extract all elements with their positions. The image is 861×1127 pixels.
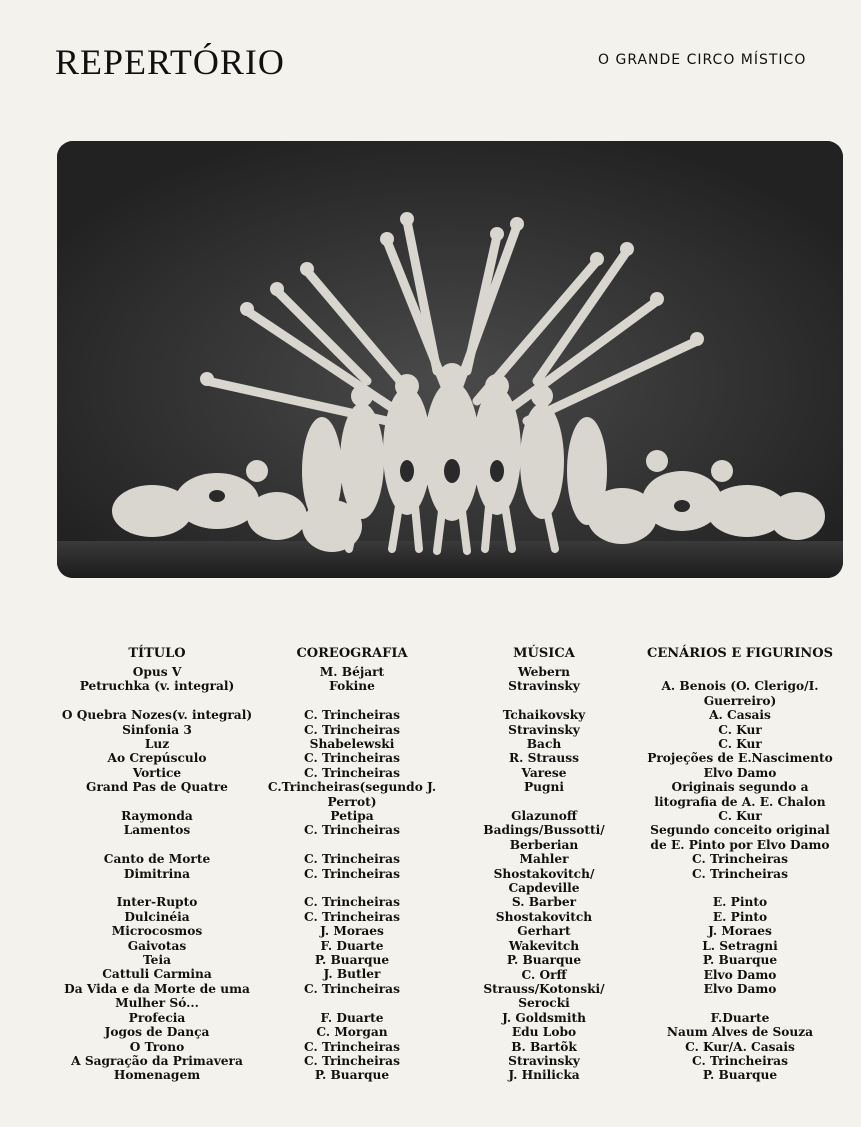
table-cell: C.Trincheiras(segundo J.: [267, 780, 437, 795]
dance-ensemble-photo: [57, 141, 843, 578]
table-cell: C. Trincheiras: [304, 1039, 400, 1054]
table-cell: Capdeville: [508, 881, 580, 896]
table-cell: [464, 795, 624, 809]
table-cell: Webern: [517, 665, 570, 679]
table-cell: Shostakovitch/: [493, 866, 595, 881]
table-cell: E. Pinto: [712, 895, 768, 910]
table-cell: J. Goldsmith: [502, 1010, 586, 1025]
column-header-cenarios: CENÁRIOS E FIGURINOS: [646, 646, 833, 661]
table-cell: Elvo Damo: [703, 765, 777, 780]
table-cell: F.Duarte: [710, 1010, 770, 1025]
table-cell: Elvo Damo: [703, 981, 777, 996]
table-cell: O Trono: [129, 1039, 185, 1054]
table-cell: P. Buarque: [314, 1068, 390, 1083]
table-cell: J. Butler: [323, 967, 381, 982]
table-cell: P. Buarque: [506, 953, 582, 968]
table-cell: Inter-Rupto: [116, 895, 198, 910]
table-cell: C. Trincheiras: [304, 765, 400, 780]
table-cell: Vortice: [132, 765, 182, 780]
column-rows-musica: [464, 665, 624, 1083]
column-cenarios-figurinos: [640, 643, 840, 1083]
table-cell: C. Trincheiras: [304, 981, 400, 996]
table-cell: P. Buarque: [702, 1068, 778, 1083]
table-cell: Gerhart: [517, 924, 571, 939]
table-cell: Fokine: [329, 679, 375, 694]
table-cell: Ao Crepúsculo: [107, 751, 207, 766]
column-rows-titulo: [42, 665, 272, 1083]
table-cell: C. Trincheiras: [692, 866, 788, 881]
column-musica: [464, 643, 624, 1083]
table-cell: C. Trincheiras: [304, 722, 400, 737]
table-cell: E. Pinto: [712, 909, 768, 924]
table-cell: [640, 665, 840, 679]
table-cell: Dulcinéia: [124, 909, 190, 924]
table-cell: C. Trincheiras: [692, 1053, 788, 1068]
table-cell: [262, 838, 442, 852]
table-cell: Mulher Só...: [115, 996, 199, 1011]
table-cell: C. Morgan: [316, 1025, 388, 1040]
table-cell: de E. Pinto por Elvo Damo: [650, 837, 830, 852]
table-cell: C. Trincheiras: [692, 852, 788, 867]
column-titulo: [42, 643, 272, 1083]
table-cell: C. Trincheiras: [304, 708, 400, 723]
table-cell: [42, 838, 272, 852]
table-cell: [262, 881, 442, 895]
table-cell: Projeções de E.Nascimento: [647, 751, 833, 766]
table-cell: C. Trincheiras: [304, 852, 400, 867]
table-cell: [42, 694, 272, 708]
table-cell: Edu Lobo: [511, 1025, 577, 1040]
table-cell: R. Strauss: [509, 751, 579, 766]
table-cell: C. Trincheiras: [304, 823, 400, 838]
table-cell: Jogos de Dança: [104, 1025, 210, 1040]
table-cell: J. Hnilicka: [508, 1068, 580, 1083]
column-header-titulo: TÍTULO: [128, 646, 186, 661]
table-cell: C. Trincheiras: [304, 895, 400, 910]
table-cell: C. Trincheiras: [304, 1053, 400, 1068]
table-cell: Shostakovitch: [495, 909, 593, 924]
table-cell: Berberian: [509, 837, 579, 852]
table-cell: [262, 996, 442, 1010]
table-cell: A. Benois (O. Clerigo/I.: [661, 679, 819, 694]
table-cell: A Sagração da Primavera: [71, 1053, 243, 1068]
table-cell: Luz: [144, 737, 170, 752]
table-cell: C. Orff: [521, 967, 567, 982]
table-cell: S. Barber: [511, 895, 577, 910]
table-cell: Segundo conceito original: [650, 823, 830, 838]
table-cell: Elvo Damo: [703, 967, 777, 982]
column-rows-cenarios: [640, 665, 840, 1083]
table-cell: Tchaikovsky: [502, 708, 586, 723]
table-cell: Homenagem: [113, 1068, 201, 1083]
column-rows-coreografia: [262, 665, 442, 1083]
table-cell: Badings/Bussotti/: [483, 823, 605, 838]
table-cell: C. Trincheiras: [304, 909, 400, 924]
table-cell: litografia de A. E. Chalon: [654, 794, 826, 809]
table-cell: Teia: [143, 953, 171, 968]
table-cell: F. Duarte: [320, 1010, 384, 1025]
column-header-musica: MÚSICA: [513, 646, 575, 661]
table-cell: J. Moraes: [320, 924, 384, 939]
table-cell: Raymonda: [121, 809, 193, 824]
table-cell: [640, 881, 840, 895]
table-cell: A. Casais: [709, 708, 771, 723]
table-cell: Petipa: [330, 809, 374, 824]
dance-photo-illustration: [57, 141, 843, 578]
table-cell: B. Bartõk: [511, 1039, 577, 1054]
table-cell: P. Buarque: [702, 953, 778, 968]
table-cell: Microcosmos: [111, 924, 203, 939]
table-cell: Stravinsky: [508, 722, 580, 737]
table-cell: Originais segundo a: [671, 780, 809, 795]
table-cell: Varese: [521, 765, 567, 780]
table-cell: L. Setragni: [702, 938, 778, 953]
table-cell: Grand Pas de Quatre: [86, 780, 228, 795]
table-cell: C. Kur: [718, 737, 762, 752]
table-cell: Lamentos: [123, 823, 191, 838]
table-cell: Serocki: [518, 996, 570, 1011]
table-cell: M. Béjart: [319, 665, 385, 679]
table-cell: Perrot): [327, 794, 377, 809]
table-cell: [42, 795, 272, 809]
table-cell: Profecia: [128, 1010, 186, 1025]
table-cell: Opus V: [132, 665, 182, 679]
table-cell: Strauss/Kotonski/: [483, 981, 605, 996]
table-cell: J. Moraes: [708, 924, 772, 939]
table-cell: [42, 881, 272, 895]
table-cell: Petruchka (v. integral): [79, 679, 235, 694]
column-coreografia: [262, 643, 442, 1083]
table-cell: [464, 694, 624, 708]
table-cell: P. Buarque: [314, 953, 390, 968]
table-cell: F. Duarte: [320, 938, 384, 953]
show-title: O GRANDE CIRCO MÍSTICO: [598, 52, 807, 68]
table-cell: Stravinsky: [508, 679, 580, 694]
table-cell: Glazunoff: [511, 809, 577, 824]
column-header-coreografia: COREOGRAFIA: [296, 646, 408, 661]
table-cell: C. Kur: [718, 809, 762, 824]
table-cell: Canto de Morte: [103, 852, 211, 867]
table-cell: C. Kur/A. Casais: [685, 1039, 795, 1054]
table-cell: Guerreiro): [703, 693, 777, 708]
table-cell: Naum Alves de Souza: [666, 1025, 814, 1040]
table-cell: Gaivotas: [127, 938, 187, 953]
table-cell: Cattuli Carmina: [102, 967, 212, 982]
table-cell: Da Vida e da Morte de uma: [64, 981, 250, 996]
table-cell: Mahler: [519, 852, 569, 867]
table-cell: Wakevitch: [508, 938, 580, 953]
table-cell: Dimitrina: [123, 866, 191, 881]
table-cell: [640, 996, 840, 1010]
table-cell: C. Trincheiras: [304, 866, 400, 881]
table-cell: Bach: [526, 737, 562, 752]
table-cell: C. Kur: [718, 722, 762, 737]
table-cell: Stravinsky: [508, 1053, 580, 1068]
table-cell: Pugni: [523, 780, 565, 795]
table-cell: C. Trincheiras: [304, 751, 400, 766]
table-cell: [262, 694, 442, 708]
page-title: REPERTÓRIO: [55, 42, 285, 82]
table-cell: Shabelewski: [309, 737, 395, 752]
table-cell: O Quebra Nozes(v. integral): [61, 708, 253, 723]
table-cell: Sinfonia 3: [122, 722, 192, 737]
